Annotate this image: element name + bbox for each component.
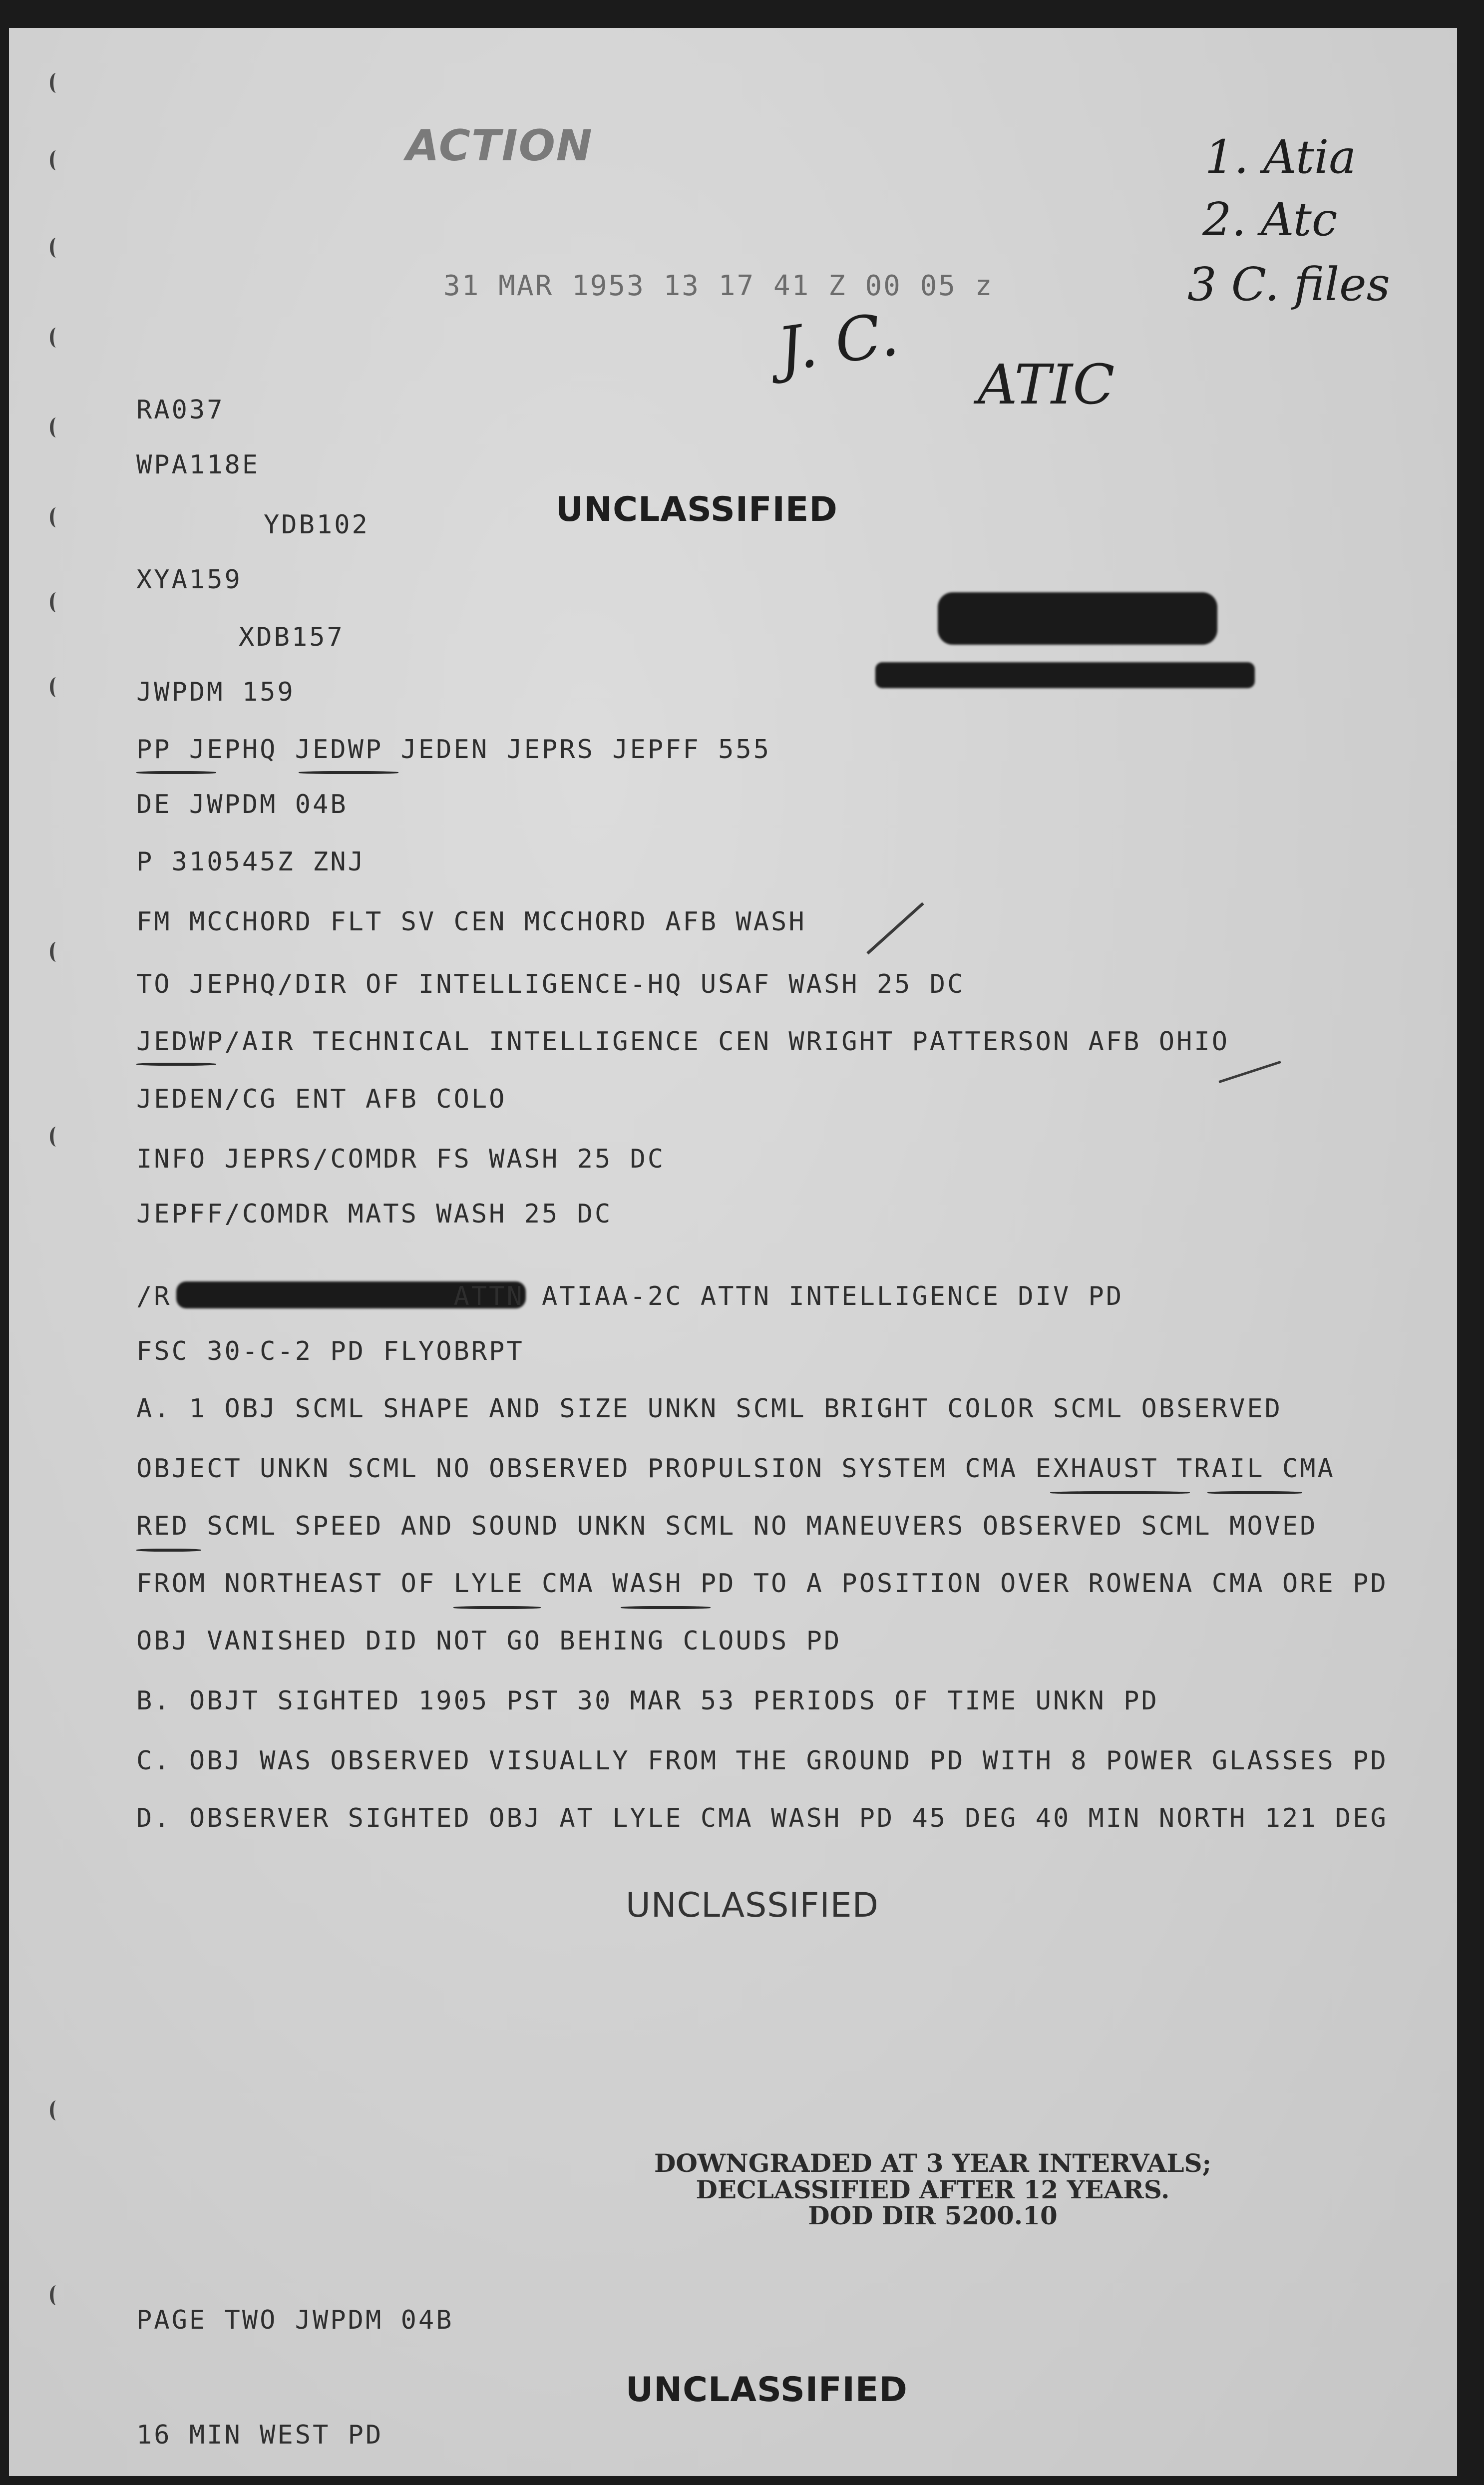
handwritten-initials: J. C. [773, 299, 903, 386]
page-two-header: PAGE TWO JWPDM 04B [136, 2305, 454, 2335]
from-station-line: DE JWPDM 04B [136, 790, 348, 820]
routing-line: XYA159 [136, 565, 242, 595]
report-line: OBJECT UNKN SCML NO OBSERVED PROPULSION SYSTEM CMA EXHAUST TRAIL CMA [136, 1454, 1335, 1484]
attention-line: /R ATTN ATIAA-2C ATTN INTELLIGENCE DIV PD [136, 1281, 1124, 1311]
binder-hole-mark [50, 150, 62, 170]
handwritten-routing-3: 3 C. files [1187, 258, 1390, 311]
handwritten-underline [299, 771, 398, 774]
report-line: C. OBJ WAS OBSERVED VISUALLY FROM THE GROUND PD WITH 8 POWER GLASSES PD [136, 1746, 1388, 1776]
classification-bottom: UNCLASSIFIED [626, 2370, 908, 2410]
binder-hole-mark [50, 2100, 62, 2120]
handwritten-routing-2: 2. Atc [1202, 193, 1338, 246]
downgrade-line: DECLASSIFIED AFTER 12 YEARS. [696, 2174, 1170, 2204]
check-mark [866, 902, 924, 955]
report-line: A. 1 OBJ SCML SHAPE AND SIZE UNKN SCML BRIGHT COLOR SCML OBSERVED [136, 1394, 1282, 1424]
downgrade-line: DOWNGRADED AT 3 YEAR INTERVALS; [654, 2148, 1212, 2178]
routing-line: WPA118E [136, 450, 260, 480]
report-line: FROM NORTHEAST OF LYLE CMA WASH PD TO A POSITION OVER ROWENA CMA ORE PD [136, 1569, 1388, 1599]
handwritten-underline [1050, 1491, 1190, 1494]
binder-hole-mark [50, 1127, 62, 1147]
routing-line: JWPDM 159 [136, 677, 295, 707]
handwritten-underline [136, 1549, 201, 1552]
binder-hole-mark [50, 507, 62, 527]
handwritten-atic: ATIC [978, 353, 1115, 416]
downgrade-line: DOD DIR 5200.10 [808, 2201, 1058, 2230]
handwritten-underline [621, 1606, 711, 1609]
redaction-bar [875, 662, 1255, 688]
routing-line: XDB157 [239, 622, 345, 652]
report-line: RED SCML SPEED AND SOUND UNKN SCML NO MANEUVERS OBSERVED SCML MOVED [136, 1511, 1318, 1541]
report-line: B. OBJT SIGHTED 1905 PST 30 MAR 53 PERIODS OF TIME UNKN PD [136, 1686, 1159, 1716]
subject-line: FSC 30-C-2 PD FLYOBRPT [136, 1336, 524, 1366]
classification-top: UNCLASSIFIED [556, 490, 838, 529]
handwritten-routing-1: 1. Atia [1205, 130, 1357, 184]
precedence-line: PP JEPHQ JEDWP JEDEN JEPRS JEPFF 555 [136, 735, 771, 765]
routing-line: YDB102 [264, 510, 370, 540]
report-line: OBJ VANISHED DID NOT GO BEHING CLOUDS PD [136, 1626, 842, 1656]
from-line: FM MCCHORD FLT SV CEN MCCHORD AFB WASH [136, 907, 806, 937]
binder-hole-mark [50, 942, 62, 962]
date-time-group-line: P 310545Z ZNJ [136, 847, 366, 877]
redaction-bar [938, 592, 1217, 645]
addressee-line: JEDWP/AIR TECHNICAL INTELLIGENCE CEN WRIGHT PATTERSON AFB OHIO [136, 1027, 1230, 1057]
binder-hole-mark [50, 417, 62, 437]
addressee-line: JEDEN/CG ENT AFB COLO [136, 1084, 507, 1114]
page-two-continuation: 16 MIN WEST PD [136, 2420, 383, 2450]
binder-hole-mark [50, 238, 62, 258]
binder-hole-mark [50, 73, 62, 93]
downgrade-notice [608, 2150, 1257, 2229]
check-mark [1218, 1061, 1281, 1083]
report-line: D. OBSERVER SIGHTED OBJ AT LYLE CMA WASH PD 45 DEG 40 MIN NORTH 121 DEG [136, 1803, 1388, 1833]
routing-line: RA037 [136, 395, 225, 425]
teletype-message-page [9, 28, 1457, 2476]
info-line: INFO JEPRS/COMDR FS WASH 25 DC [136, 1144, 666, 1174]
date-received-stamp: 31 MAR 1953 13 17 41 Z 00 05 z [443, 270, 994, 302]
handwritten-underline [136, 1063, 216, 1066]
binder-hole-mark [50, 2285, 62, 2305]
binder-hole-mark [50, 592, 62, 612]
binder-hole-mark [50, 328, 62, 348]
to-line: TO JEPHQ/DIR OF INTELLIGENCE-HQ USAF WASH 25 DC [136, 969, 965, 999]
info-line: JEPFF/COMDR MATS WASH 25 DC [136, 1199, 613, 1229]
action-stamp: ACTION [406, 121, 593, 171]
handwritten-underline [136, 771, 216, 774]
handwritten-underline [453, 1606, 541, 1609]
classification-middle: UNCLASSIFIED [626, 1886, 879, 1925]
binder-hole-mark [50, 677, 62, 697]
handwritten-underline [1207, 1491, 1302, 1494]
